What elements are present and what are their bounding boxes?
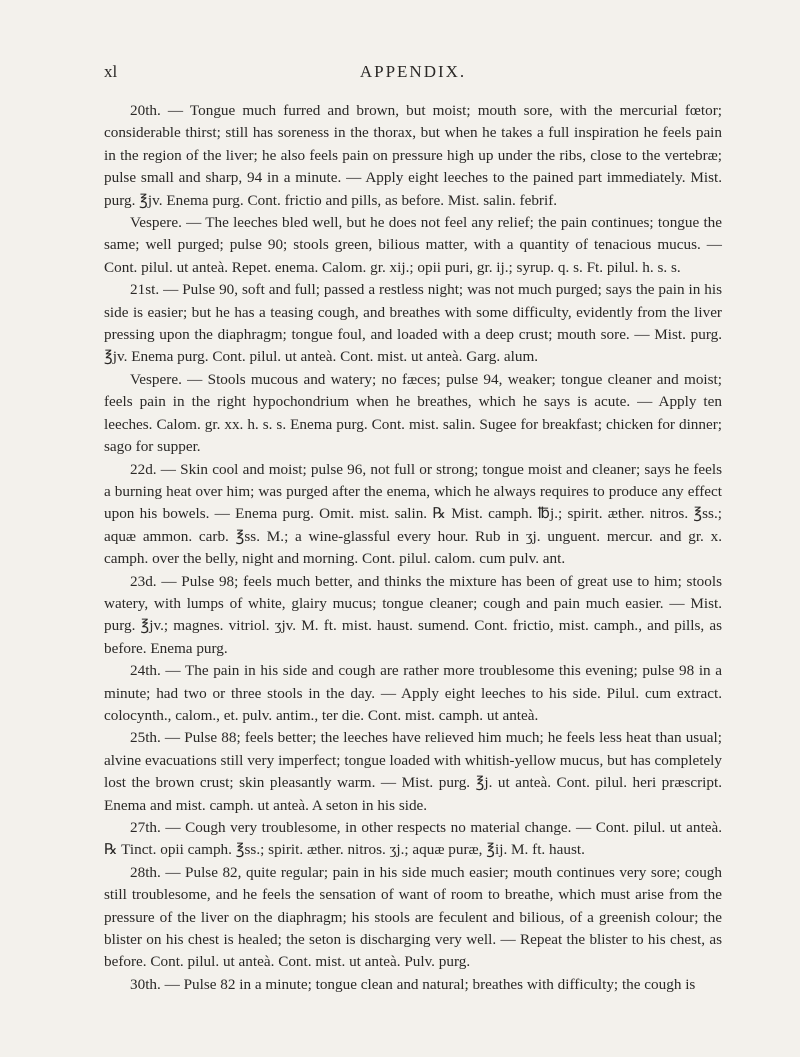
paragraph-27th: 27th. — Cough very troublesome, in other respects no material change. — Cont. pilul. ut anteà. ℞ Tinct. opii camph. ℥ss.; spirit. æther. nitros. ʒj.; aquæ puræ, ℥ij. M. ft. haust. xyxy=(104,819,722,859)
paragraph-21st: 21st. — Pulse 90, soft and full; passed a restless night; was not much purged; says the pain in his side is easier; but he has a teasing cough, and breathes with some difficulty, evidently from the liver pressing upon the diaphragm; tongue foul, and loaded with a deep crust; mouth sore. — Mist. purg. ℥jv. Enema purg. Cont. pilul. ut anteà. Cont. mist. ut anteà. Garg. alum. xyxy=(104,281,722,366)
running-title: APPENDIX. xyxy=(359,62,467,81)
paragraph-28th: 28th. — Pulse 82, quite regular; pain in his side much easier; mouth continues very sore; cough still troublesome, and he feels the sensation of want of room to breathe, which must arise from the pressure of the liver on the diaphragm; his stools are feculent and bilious, of a greenish colour; the blister on his chest is healed; the seton is discharging very well. — Repeat the blister to his chest, as before. Cont. pilul. ut anteà. Cont. mist. ut anteà. Pulv. purg. xyxy=(104,863,722,971)
page-header xyxy=(104,62,722,86)
paragraph-25th: 25th. — Pulse 88; feels better; the leeches have relieved him much; he feels less heat than usual; alvine evacuations still very imperfect; tongue loaded with whitish-yellow mucus, but has completely lost the brown crust; skin pleasantly warm. — Mist. purg. ℥j. ut anteà. Cont. pilul. heri præscript. Enema and mist. camph. ut anteà. A seton in his side. xyxy=(104,729,722,814)
paragraph-20th: 20th. — Tongue much furred and brown, but moist; mouth sore, with the mercurial fœtor; considerable thirst; still has soreness in the thorax, but when he takes a full inspiration he feels pain in the region of the liver; he also feels pain on pressure high up under the ribs, close to the vertebræ; pulse small and sharp, 94 in a minute. — Apply eight leeches to the pained part immediately. Mist. purg. ℥jv. Enema purg. Cont. frictio and pills, as before. Mist. salin. febrif. xyxy=(104,102,722,209)
paragraph-22d: 22d. — Skin cool and moist; pulse 96, not full or strong; tongue moist and cleaner; says he feels a burning heat over him; was purged after the enema, which he always requires to produce any effect upon his bowels. — Enema purg. Omit. mist. salin. ℞ Mist. camph. ℔j.; spirit. æther. nitros. ℥ss.; aquæ ammon. carb. ℥ss. M.; a wine-glassful every hour. Rub in ʒj. unguent. mercur. and gr. x. camph. over the belly, night and morning. Cont. pilul. calom. cum pulv. ant. xyxy=(104,460,722,568)
body-text xyxy=(104,100,722,996)
page-number: xl xyxy=(104,62,118,81)
paragraph-24th: 24th. — The pain in his side and cough are rather more troublesome this evening; pulse 98 in a minute; had two or three stools in the day. — Apply eight leeches to his side. Pilul. cum extract. colocynth., calom., et. pulv. antim., ter die. Cont. mist. camph. ut anteà. xyxy=(104,662,722,724)
paragraph-20th-vespere: Vespere. — The leeches bled well, but he does not feel any relief; the pain continues; tongue the same; well purged; pulse 90; stools green, bilious matter, with a quantity of tenacious mucus. — Cont. pilul. ut anteà. Repet. enema. Calom. gr. xij.; opii puri, gr. ij.; syrup. q. s. Ft. pilul. h. s. s. xyxy=(104,214,722,276)
paragraph-21st-vespere: Vespere. — Stools mucous and watery; no fæces; pulse 94, weaker; tongue cleaner and moist; feels pain in the right hypochondrium when he breathes, which he says is acute. — Apply ten leeches. Calom. gr. xx. h. s. s. Enema purg. Cont. mist. salin. Sugee for breakfast; chicken for dinner; sago for supper. xyxy=(104,370,722,456)
paragraph-30th: 30th. — Pulse 82 in a minute; tongue clean and natural; breathes with difficulty; the cough is xyxy=(130,975,696,993)
paragraph-23d: 23d. — Pulse 98; feels much better, and thinks the mixture has been of great use to him; stools watery, with lumps of white, glairy mucus; tongue cleaner; cough and pain much easier. — Mist. purg. ℥jv.; magnes. vitriol. ʒjv. M. ft. mist. haust. sumend. Cont. frictio, mist. camph., and pills, as before. Enema purg. xyxy=(104,572,722,657)
